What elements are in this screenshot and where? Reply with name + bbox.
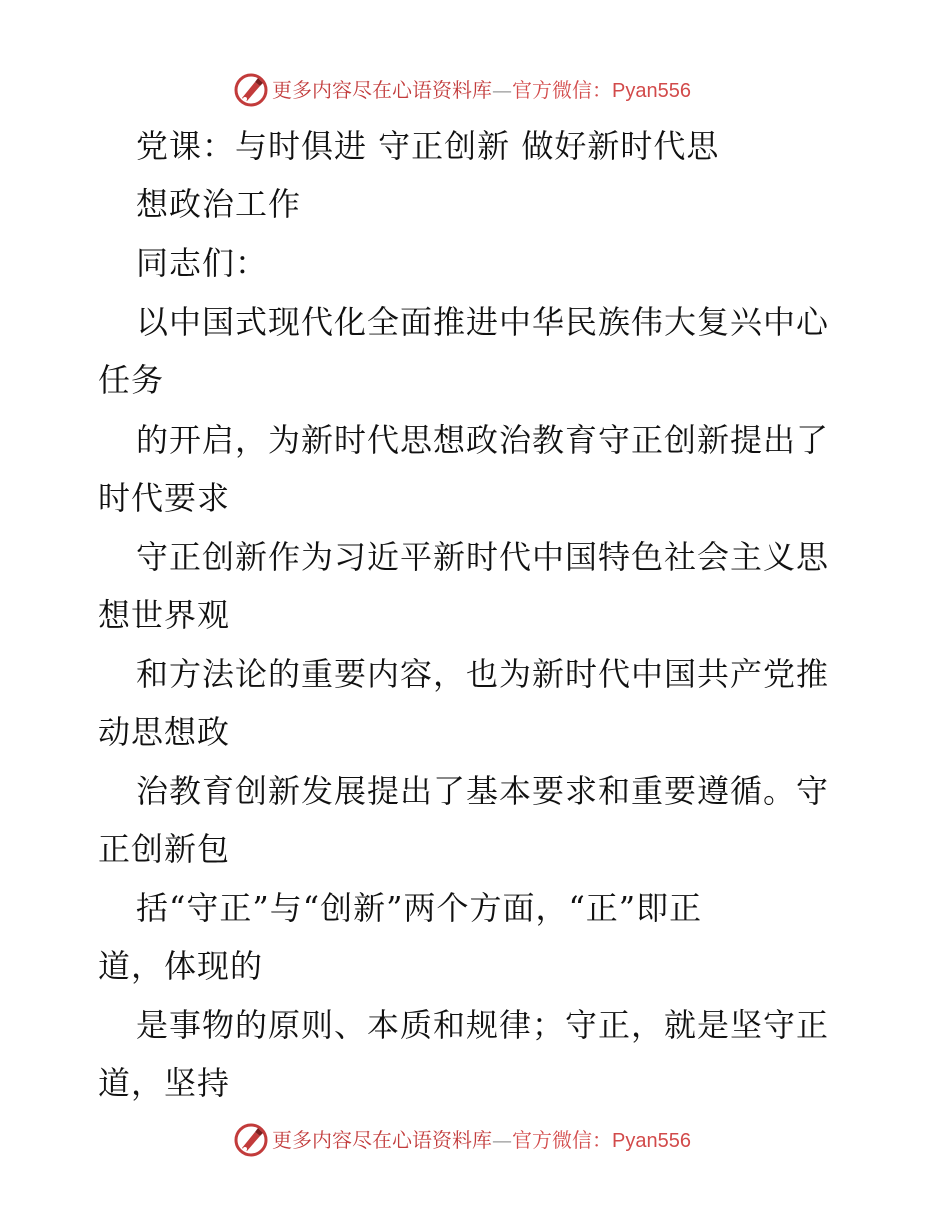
pen-nib-logo-icon (233, 1122, 269, 1158)
paragraph-line: 括“守正”与“创新”两个方面，“正”即正 (136, 889, 703, 927)
paragraph-line: 治教育创新发展提出了基本要求和重要遵循。守 (136, 772, 830, 810)
document-title-line-1: 党课：与时俱进 守正创新 做好新时代思 (136, 127, 720, 165)
banner-wechat-label: 官方微信： (512, 1128, 612, 1152)
paragraph-line: 道，体现的 (98, 947, 264, 985)
banner-dash: — (492, 1128, 512, 1152)
paragraph-line: 时代要求 (98, 479, 231, 517)
paragraph-line: 想世界观 (98, 596, 231, 634)
banner-dash: — (492, 78, 512, 102)
banner-wechat-id: Pyan556 (612, 1130, 691, 1152)
banner-wechat-label: 官方微信： (512, 78, 612, 102)
paragraph-line: 任务 (98, 361, 165, 399)
banner-main-text: 更多内容尽在心语资料库 (272, 78, 492, 102)
salutation: 同志们： (136, 244, 269, 282)
paragraph-line: 正创新包 (98, 830, 231, 868)
paragraph-line: 动思想政 (98, 713, 231, 751)
paragraph-line: 以中国式现代化全面推进中华民族伟大复兴中心 (136, 303, 830, 341)
paragraph-line: 守正创新作为习近平新时代中国特色社会主义思 (136, 538, 830, 576)
paragraph-line: 的开启，为新时代思想政治教育守正创新提出了 (136, 421, 830, 459)
document-title-line-2: 想政治工作 (136, 185, 302, 223)
footer-banner (0, 1120, 950, 1160)
paragraph-line: 是事物的原则、本质和规律；守正，就是坚守正 (136, 1006, 830, 1044)
paragraph-line: 道，坚持 (98, 1064, 231, 1102)
banner-wechat-id: Pyan556 (612, 80, 691, 102)
paragraph-line: 和方法论的重要内容，也为新时代中国共产党推 (136, 655, 830, 693)
banner-main-text: 更多内容尽在心语资料库 (272, 1128, 492, 1152)
